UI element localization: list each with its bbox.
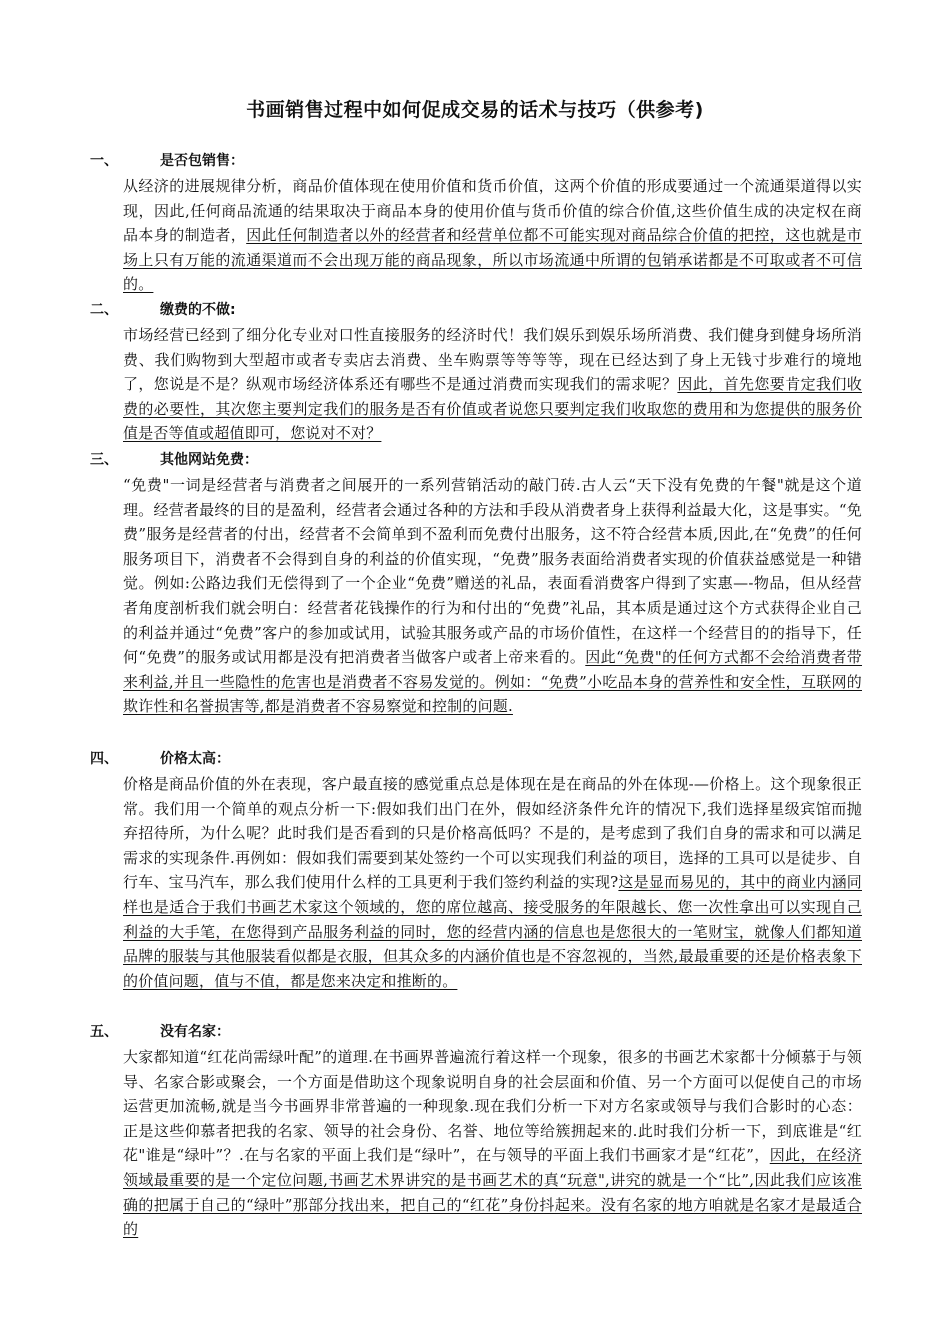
section-number: 三、 (90, 452, 118, 468)
section-heading (90, 148, 862, 174)
section-label: 缴费的不做: (160, 302, 236, 318)
section-number: 四、 (90, 751, 118, 767)
underlined-text: 这是显而易见的，其中的商业内涵同样也是适合于我们书画艺术家这个领域的，您的席位越高、接受服务的年限越长、您一次性拿出可以实现自己利益的大手笔，在您得到产品服务利益的同时，您的经营内涵的信息也是您很大的一笔财宝，就像人们都知道品牌的服装与其他服装看似都是衣服，但其众多的内涵价值也是不容忽视的，当然,最最重要的还是价格表象下的价值问题，值与不值，都是您来决定和推断的。 (123, 873, 862, 990)
section-heading (90, 447, 862, 473)
section-2 (90, 297, 862, 446)
section-body (123, 473, 862, 719)
underlined-text: 因此，首先您要肯定我们收费的必要性，其次您主要判定我们的服务是否有价值或者说您只要判定我们收取您的费用和为您提供的服务价值是否等值或超值即可，您说对不对？ (123, 375, 862, 443)
section-label: 其他网站免费： (160, 452, 258, 468)
section-body (123, 174, 862, 297)
section-heading (90, 746, 862, 772)
section-5 (90, 1019, 862, 1242)
underlined-text: 因此任何制造者以外的经营者和经营单位都不可能实现对商品综合价值的把控，这也就是市场上只有万能的流通渠道而不会出现万能的商品现象，所以市场流通中所谓的包销承诺都是不可取或者不可信的。 (123, 226, 862, 294)
body-text: 价格是商品价值的外在表现，客户最直接的感觉重点总是体现在是在商品的外在体现-—价格上。这个现象很正常。我们用一个简单的观点分析一下:假如我们出门在外，假如经济条件允许的情况下,我们选择星级宾馆而抛弃招待所，为什么呢？此时我们是否看到的只是价格高低吗？不是的，是考虑到了我们自身的需求和可以满足需求的实现条件.再例如：假如我们需要到某处签约一个可以实现我们利益的项目，选择的工具可以是徒步、自行车、宝马汽车，那么我们使用什么样的工具更利于我们签约利益的实现? (123, 775, 862, 892)
underlined-text: 因此，在经济领域最重要的是一个定位问题,书画艺术界讲究的是书画艺术的真“玩意",讲究的就是一个“比”,因此我们应该准确的把属于自己的“绿叶”那部分找出来，把自己的“红花”身份抖起来。没有名家的地方咱就是名家才是最适合的 (123, 1146, 862, 1239)
section-4 (90, 746, 862, 993)
section-number: 二、 (90, 302, 118, 318)
body-text: 大家都知道“红花尚需绿叶配”的道理.在书画界普遍流行着这样一个现象，很多的书画艺术家都十分倾慕于与领导、名家合影或聚会，一个方面是借助这个现象说明自身的社会层面和价值、另一个方面可以促使自己的市场运营更加流畅,就是当今书画界非常普遍的一种现象.现在我们分析一下对方名家或领导与我们合影时的心态：正是这些仰慕者把我的名家、领导的社会身份、名誉、地位等给簇拥起来的.此时我们分析一下，到底谁是“红花"谁是“绿叶”？.在与名家的平面上我们是“绿叶”，在与领导的平面上我们书画家才是“红花”， (123, 1048, 862, 1165)
section-body (123, 1045, 862, 1242)
body-text: “免费"一词是经营者与消费者之间展开的一系列营销活动的敲门砖.古人云“天下没有免费的午餐"就是这个道理。经营者最终的目的是盈利，经营者会通过各种的方法和手段从消费者身上获得利益最大化，这是事实。“免费”服务是经营者的付出，经营者不会简单到不盈利而免费付出服务，这不符合经营本质,因此,在“免费”的任何服务项目下，消费者不会得到自身的利益的价值实现，“免费”服务表面给消费者实现的价值获益感觉是一种错觉。例如:公路边我们无偿得到了一个企业“免费”赠送的礼品，表面看消费客户得到了实惠—-物品，但从经营者角度剖析我们就会明白：经营者花钱操作的行为和付出的“免费”礼品，其本质是通过这个方式获得企业自己的利益并通过“免费”客户的参加或试用，试验其服务或产品的市场价值性，在这样一个经营目的的指导下，任何“免费”的服务或试用都是没有把消费者当做客户或者上帝来看的。 (123, 476, 862, 667)
section-label: 价格太高： (160, 751, 230, 767)
section-number: 一、 (90, 153, 118, 169)
body-text: 市场经营已经到了细分化专业对口性直接服务的经济时代！我们娱乐到娱乐场所消费、我们健身到健身场所消费、我们购物到大型超市或者专卖店去消费、坐车购票等等等等，现在已经达到了身上无钱寸步难行的境地了，您说是不是？纵观市场经济体系还有哪些不是通过消费而实现我们的需求呢？ (123, 326, 862, 394)
section-heading (90, 1019, 862, 1045)
section-1 (90, 148, 862, 297)
section-number: 五、 (90, 1024, 118, 1040)
section-label: 没有名家： (160, 1024, 230, 1040)
section-heading (90, 297, 862, 323)
section-body (123, 323, 862, 446)
section-label: 是否包销售： (160, 153, 244, 169)
underlined-text: 因此“免费"的任何方式都不会给消费者带来利益,并且一些隐性的危害也是消费者不容易发觉的。例如：“免费”小吃品本身的营养性和安全性，互联网的欺诈性和名誉损害等,都是消费者不容易察觉和控制的问题. (123, 648, 863, 716)
section-body (123, 772, 862, 993)
section-3 (90, 447, 862, 719)
document-title: 书画销售过程中如何促成交易的话术与技巧（供参考) (246, 99, 704, 121)
body-text: 从经济的进展规律分析，商品价值体现在使用价值和货币价值，这两个价值的形成要通过一个流通渠道得以实现，因此,任何商品流通的结果取决于商品本身的使用价值与货币价值的综合价值,这些价值生成的决定权在商品本身的制造者， (123, 177, 862, 245)
